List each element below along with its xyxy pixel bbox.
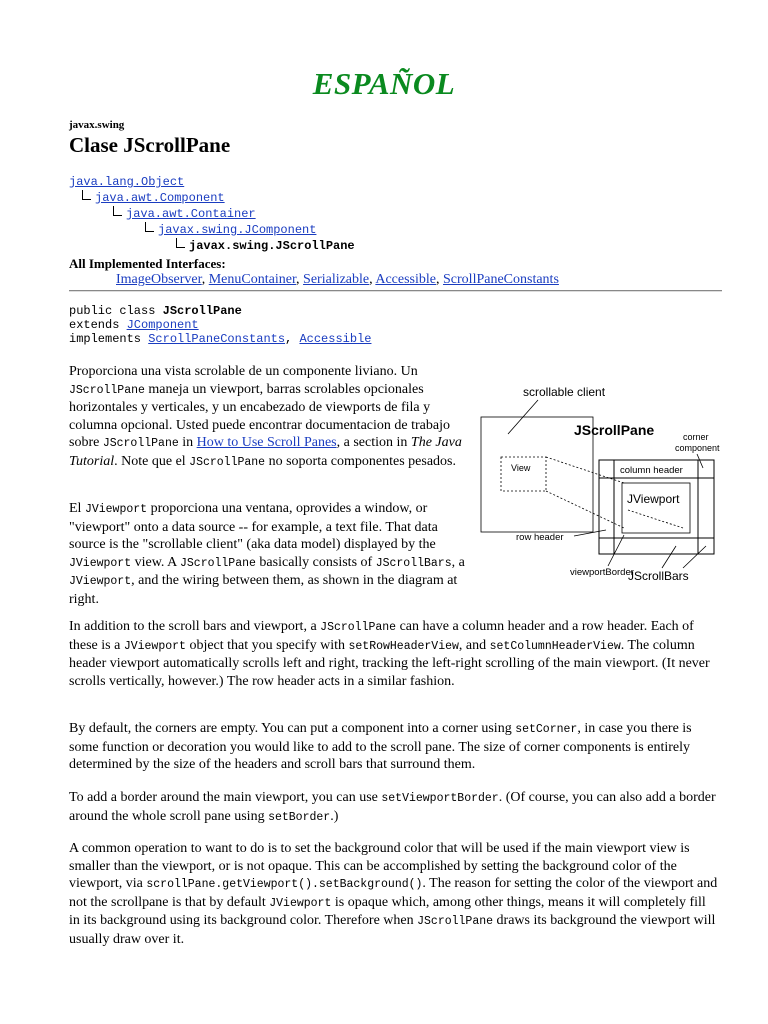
hierarchy-link-object[interactable]: java.lang.Object [69,175,185,189]
label-column-header: column header [620,465,683,476]
paragraph-corners: By default, the corners are empty. You can put a component into a corner using setCorner, in case you there is some function or decoration you would like to add to the scroll pane. The size of corner components is entirely determined by the size of the headers and scroll bars that surround them. [69,721,692,772]
label-jscrollpane: JScrollPane [574,422,655,438]
label-view: View [511,463,531,473]
paragraph-headers: In addition to the scroll bars and viewport, a JScrollPane can have a column header and a row header. Each of these is a JViewport object that you specify with setRowHeaderView, and setColumnHeaderView. The column header viewport automatically scrolls left and right, tracking the left-right scrolling of the main viewport. (It never scrolls vertically, however.) The row header acts in a similar fashion. [69,619,710,689]
paragraph-background: A common operation to want to do is to set the background color that will be used if the main viewport view is smaller than the viewport, or is not opaque. This can be accomplished by setting the background color of the viewport, via scrollPane.getViewport().setBackground(). The reason for setting the color of the viewport and not the scrollpane is that by default JViewport is opaque which, among other things, means it will completely fill in its background using its background color. Therefore when JScrollPane draws its background the viewport will usually draw over it. [69,841,718,947]
label-component: component [675,443,720,453]
how-to-use-scroll-panes-link[interactable]: How to Use Scroll Panes [196,435,337,450]
interface-link-menucontainer[interactable]: MenuContainer [208,272,297,287]
hierarchy-current-class: javax.swing.JScrollPane [189,239,355,253]
tree-connector-icon [176,238,185,248]
tree-connector-icon [145,222,154,232]
interfaces-heading: All Implemented Interfaces: [69,256,226,271]
paragraph-border: To add a border around the main viewport, you can use setViewportBorder. (Of course, you can also add a border around the whole scroll pane using setBorder.) [69,790,716,824]
class-declaration: public class JScrollPane extends JComponent implements ScrollPaneConstants, Accessible [69,304,372,346]
hierarchy-link-component[interactable]: java.awt.Component [95,191,225,205]
interface-link-scrollpaneconstants[interactable]: ScrollPaneConstants [443,272,559,287]
jscrollpane-diagram [478,380,722,585]
tree-connector-icon [113,206,122,216]
paragraph-viewport: El JViewport proporciona una ventana, oprovides a window, or "viewport" onto a data source -- for example, a text file. That data source is the "scrollable client" (aka data model) displayed by the JViewport view. A JScrollPane basically consists of JScrollBars, a JViewport, and the wiring between them, as shown in the diagram at right. [69,501,465,607]
label-jscrollbars: JScrollBars [628,569,689,583]
page-title: ESPAÑOL [312,66,456,101]
implements-link-scrollpaneconstants[interactable]: ScrollPaneConstants [148,332,286,346]
label-scrollable-client: scrollable client [523,385,606,399]
package-name: javax.swing [69,119,125,131]
label-viewport-border: viewportBorder [570,567,634,578]
label-corner: corner [683,432,709,442]
class-hierarchy [69,174,355,254]
jviewport-box [622,483,690,533]
label-row-header: row header [516,532,564,543]
paragraph-intro: Proporciona una vista scrolable de un componente liviano. Un JScrollPane maneja un viewport, barras scrolables opcionales horizontales y verticales, y un encabezado de viewports de fila y columna opcional. Usted puede encontrar documentacion de trabajo sobre JScrollPane in How to Use Scroll Panes, a section in The Java Tutorial. Note que el JScrollPane no soporta componentes pesados. [69,364,462,469]
interface-link-accessible[interactable]: Accessible [375,272,437,287]
interface-link-imageobserver[interactable]: ImageObserver [116,272,202,287]
tree-connector-icon [82,190,91,200]
horizontal-divider [69,290,722,292]
class-title: Clase JScrollPane [69,133,231,157]
hierarchy-link-jcomponent[interactable]: javax.swing.JComponent [158,223,317,237]
label-jviewport: JViewport [627,492,680,506]
interface-link-serializable[interactable]: Serializable [303,272,370,287]
hierarchy-link-container[interactable]: java.awt.Container [126,207,256,221]
interfaces-list: ImageObserver, MenuContainer, Serializable, Accessible, ScrollPaneConstants [116,272,559,287]
extends-link[interactable]: JComponent [126,318,199,332]
implements-link-accessible[interactable]: Accessible [299,332,372,346]
